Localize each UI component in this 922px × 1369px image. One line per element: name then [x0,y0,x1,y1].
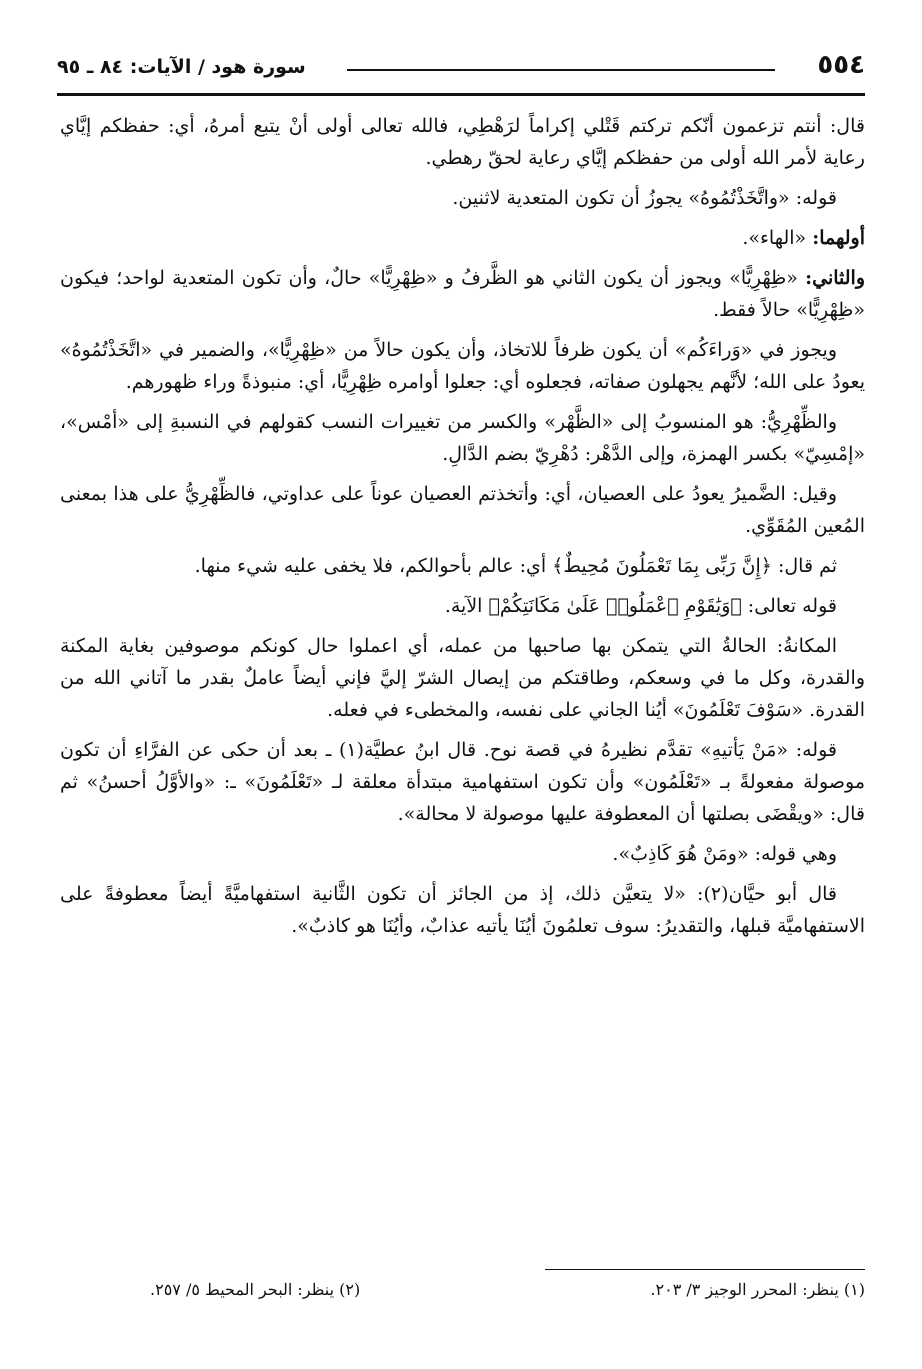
footnote-1: (١) ينظر: المحرر الوجيز ٣/ ٢٠٣. [650,1280,865,1299]
paragraph [60,406,865,470]
paragraph-text: ويجوز في «وَراءَكُم» أن يكون ظرفاً للاتخاذ، وأن يكون حالاً من «ظِهْرِيًّا»، والضمير في «اتَّخَذْتُمُوهُ» يعودُ على الله؛ لأنَّهم يجهلون صفاته، فجعلوه أي: جعلوا أوامره ظِهْرِيًّا، أي: منبوذةً وراء ظهورهم. [60,339,865,393]
paragraph-lead: أولهما: [812,227,865,249]
paragraph-text: قوله: «واتَّخَذْتُمُوهُ» يجوزُ أن تكون المتعدية لاثنين. [452,187,837,209]
paragraph-text: ثم قال: ﴿إِنَّ رَبِّى بِمَا تَعْمَلُونَ مُحِيطٌ﴾ أي: عالم بأحوالكم، فلا يخفى عليه شيء منها. [194,555,837,577]
footnotes [150,1278,865,1302]
footnote-rule [545,1269,865,1270]
paragraph [60,222,865,254]
paragraph-text: قوله: «مَنْ يَأتيهِ» تقدَّم نظيرهُ في قصة نوح. قال ابنُ عطيَّة(١) ـ بعد أن حكى عن الفرَّاءِ أن تكون موصولة مفعولةً بـ «تَعْلَمُون» وأن تكون استفهامية مبتدأة معلقة لـ «تَعْلَمُونَ» ـ: «والأوَّلُ أحسنُ» ثم قال: «ويقْضَى بصلتها أن المعطوفة عليها موصولة لا محالة». [60,739,865,825]
paragraph [60,262,865,326]
paragraph [60,478,865,542]
paragraph-text: وقيل: الضَّميرُ يعودُ على العصيان، أي: وأتخذتم العصيان عوناً على عداوتي، فالظِّهْرِيُّ على هذا بمعنى المُعين المُقَوِّي. [60,483,865,537]
paragraph-text: قوله تعالى: ﴿وَيَٰقَوْمِ ٱعْمَلُوا۟ عَلَىٰ مَكَانَتِكُمْ﴾ الآية. [444,595,837,617]
paragraph-text: «ظِهْرِيًّا» ويجوز أن يكون الثاني هو الظَّرفُ و «ظِهْرِيًّا» حالٌ، وأن تكون المتعدية لواحد؛ فيكون «ظِهْرِيًّا» حالاً فقط. [60,267,865,321]
paragraph-text: المكانةُ: الحالةُ التي يتمكن بها صاحبها من عمله، أي اعملوا حال كونكم موصوفين بغاية المكنة والقدرة، وكل ما في وسعكم، وطاقتكم من إيصال الشرّ إليَّ فإني أيضاً عاملٌ بقدر ما آتاني الله من القدرة. «سَوْفَ تَعْلَمُونَ» أيُنا الجاني على نفسه، والمخطىء في فعله. [60,635,865,721]
paragraph-text: وهي قوله: «ومَنْ هُوَ كَاذِبٌ». [612,843,837,865]
paragraph [60,590,865,622]
paragraph [60,334,865,398]
header-rule [347,69,775,71]
paragraph [60,878,865,942]
paragraph [60,838,865,870]
paragraph [60,550,865,582]
paragraph [60,734,865,830]
running-title: سورة هود / الآيات: ٨٤ ـ ٩٥ [57,56,306,78]
footnote-2: (٢) ينظر: البحر المحيط ٥/ ٢٥٧. [150,1280,361,1299]
paragraph [60,630,865,726]
paragraph-text: «الهاء». [742,227,813,249]
paragraph [60,182,865,214]
page-header [57,50,865,90]
paragraph [60,110,865,174]
paragraph-lead: والثاني: [805,267,865,289]
paragraph-text: والظِّهْرِيُّ: هو المنسوبُ إلى «الظَّهْر» والكسر من تغييرات النسب كقولهم في النسبةِ إلى «أمْس»، «إمْسِيّ» بكسر الهمزة، وإلى الدَّهْر: دُهْرِيّ بضم الدَّالِ. [60,411,865,465]
page-number: ٥٥٤ [817,50,865,80]
paragraph-text: قال أبو حيَّان(٢): «لا يتعيَّن ذلك، إذ من الجائز أن تكون الثَّانية استفهاميَّةً أيضاً معطوفةً على الاستفهاميَّة قبلها، والتقديرُ: سوف تعلمُونَ أيُنَا يأتيه عذابٌ، وأيُنَا هو كاذبٌ». [60,883,865,937]
paragraph-text: قال: أنتم تزعمون أنّكم تركتم قَتْلي إكراماً لرَهْطِي، فالله تعالى أولى أنْ يتبع أمرهُ، أي: حفظكم إيَّاي رعاية لأمر الله أولى من حفظكم إيَّاي رعاية لحقّ رهطي. [60,115,865,169]
header-underline [57,93,865,96]
body-text [60,110,865,948]
